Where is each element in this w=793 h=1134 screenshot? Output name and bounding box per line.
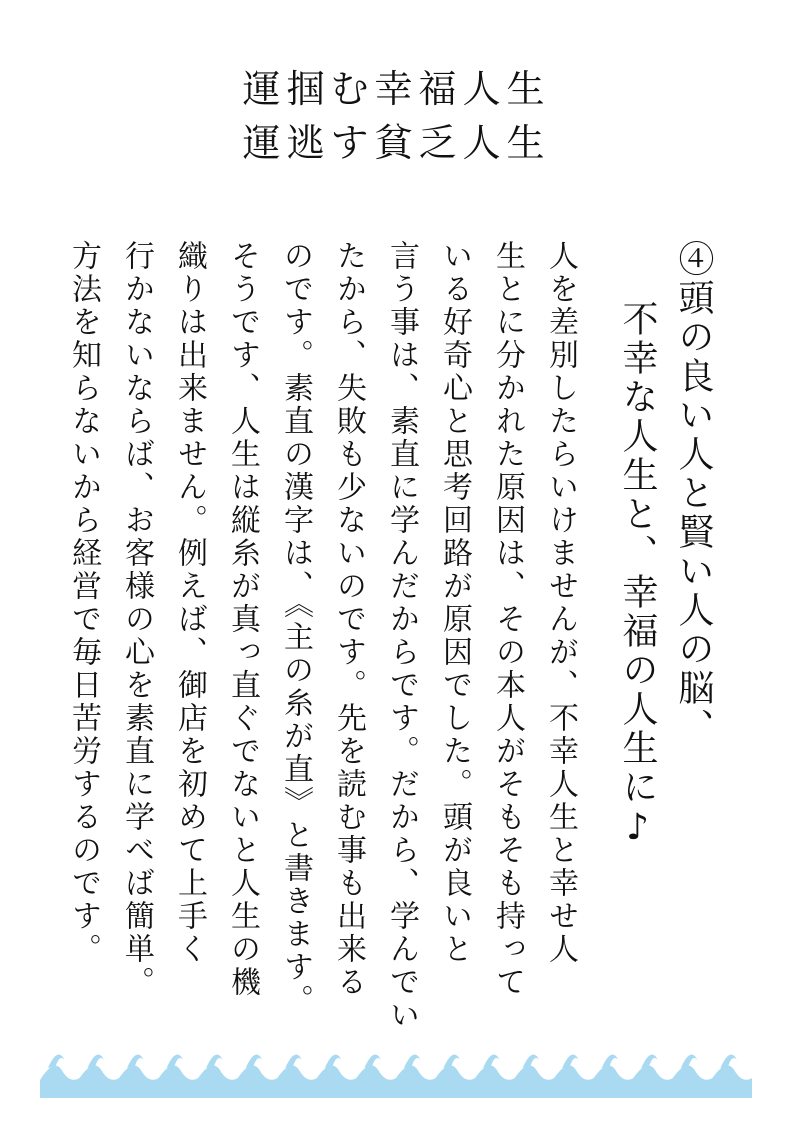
title-line-1: 運掴む幸福人生 [242, 67, 551, 111]
body-column: 人を差別したらいけませんが、不幸人生と幸せ人 [543, 240, 578, 966]
body-column: いる好奇心と思考回路が原因でした。頭が良いと [437, 240, 472, 966]
title-line-2: 運逃す貧乏人生 [242, 121, 551, 165]
title-block [0, 62, 793, 170]
wave-band [40, 1066, 752, 1099]
body-column: 生とに分かれた原因は、その本人がそもそも持って [490, 240, 525, 999]
body-column: 言う事は、素直に学んだからです。だから、学んでい [384, 240, 419, 1032]
body-column: たから、失敗も少ないのです。先を読む事も出来る [331, 240, 366, 999]
wave-crests [48, 1055, 737, 1068]
wave-decoration [40, 1040, 752, 1100]
heading-line-1: ④頭の良い人と賢い人の脳、 [673, 240, 714, 747]
body-column: のです。素直の漢字は、《主の糸が直》と書きます。 [278, 240, 313, 1017]
body-column: 方法を知らないから経営で毎日苦労するのです。 [66, 240, 101, 966]
body-column: そうです、人生は縦糸が真っ直ぐでないと人生の機 [225, 240, 260, 999]
body-column: 行かないならば、お客様の心を素直に学べば簡単。 [119, 240, 154, 999]
body-column: 織りは出来ません。例えば、御店を初めて上手く [172, 240, 207, 966]
vertical-text-body [57, 240, 721, 1032]
heading-line-2: 不幸な人生と、幸福の人生に♪ [617, 300, 658, 851]
